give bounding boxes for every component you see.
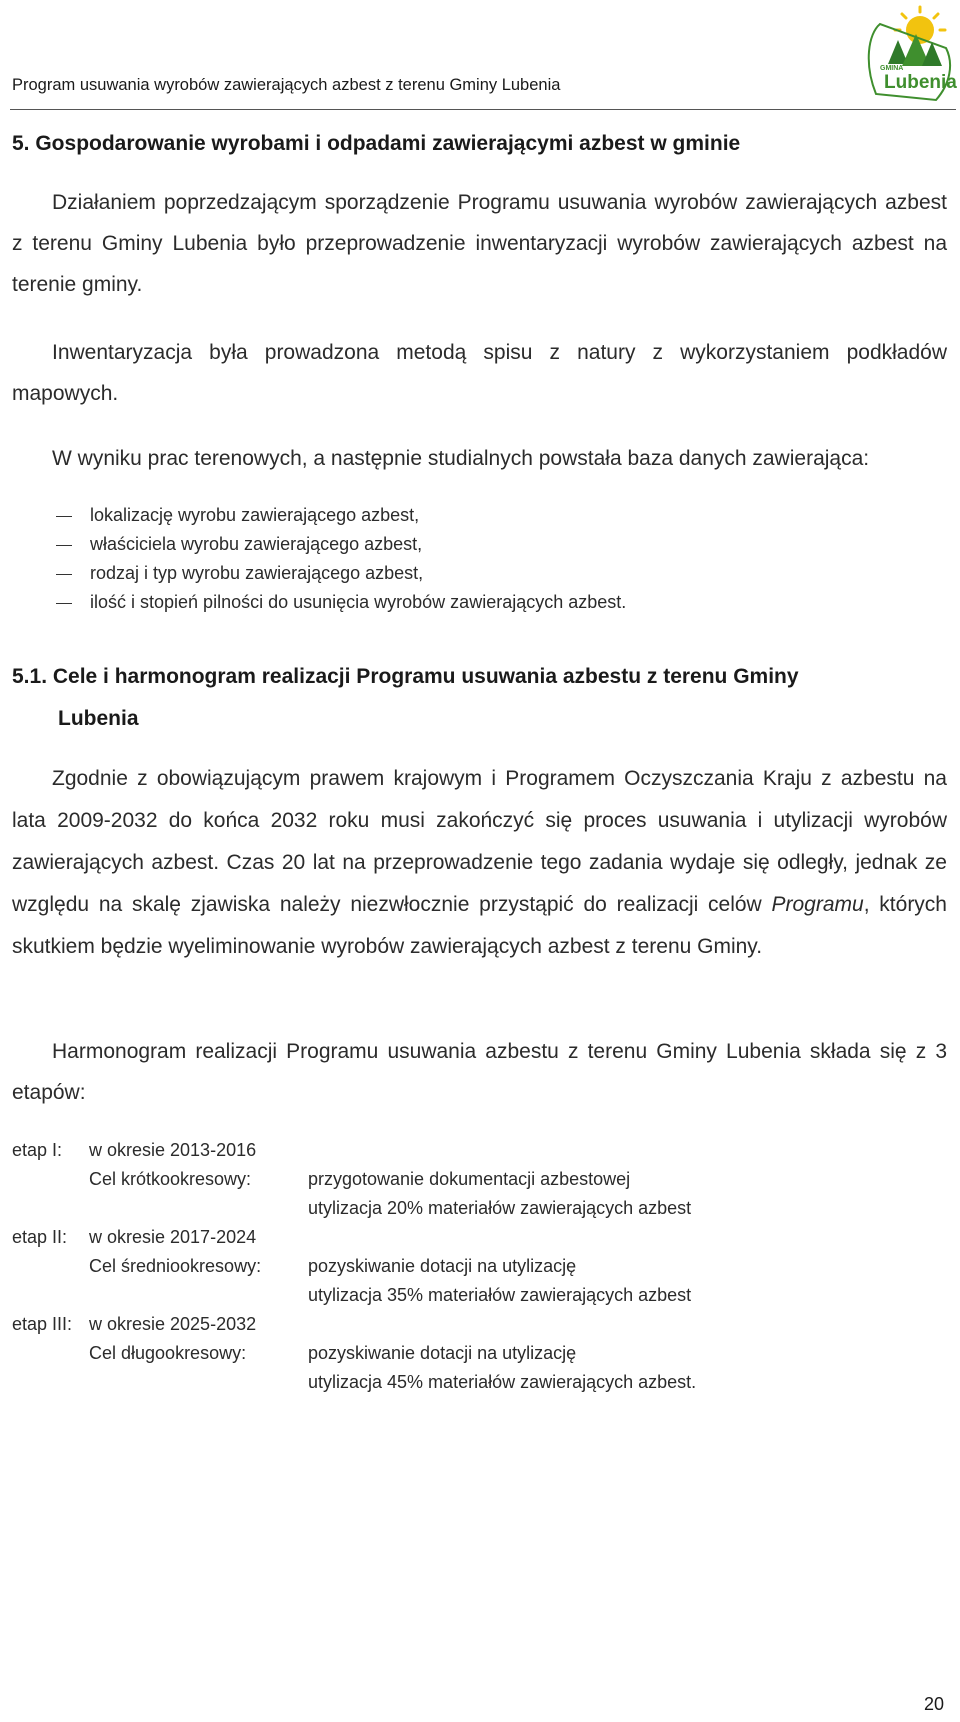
dash-bullet-icon (56, 516, 72, 517)
page-number: 20 (924, 1694, 945, 1714)
paragraph-inventory-method: Inwentaryzacja była prowadzona metodą spisu z natury z wykorzystaniem podkładów mapowych. (12, 341, 947, 405)
database-contents-list (12, 505, 912, 621)
section-heading: 5. Gospodarowanie wyrobami i odpadami zawierającymi azbest w gminie (12, 132, 741, 155)
goal-label: Cel długookresowy: (89, 1343, 247, 1363)
subsection-heading: 5.1. Cele i harmonogram realizacji Programu usuwania azbestu z terenu Gminy Lubenia (12, 665, 799, 730)
stage-label: etap III: (12, 1314, 73, 1334)
list-item: ilość i stopień pilności do usunięcia wyrobów zawierających azbest. (12, 592, 912, 621)
stage-period: w okresie 2025-2032 (89, 1314, 257, 1334)
goal-item: pozyskiwanie dotacji na utylizację (308, 1256, 577, 1276)
goal-label: Cel krótkookresowy: (89, 1169, 252, 1189)
goal-item: przygotowanie dokumentacji azbestowej (308, 1169, 631, 1189)
paragraph-database: W wyniku prac terenowych, a następnie studialnych powstała baza danych zawierająca: (52, 447, 870, 470)
goal-item: utylizacja 35% materiałów zawierających azbest (308, 1285, 692, 1305)
goal-item: utylizacja 20% materiałów zawierających azbest (308, 1198, 692, 1218)
svg-text:Lubenia: Lubenia (884, 72, 957, 93)
paragraph-schedule-intro: Harmonogram realizacji Programu usuwania azbestu z terenu Gminy Lubenia składa się z 3 etapów: (12, 1040, 947, 1104)
list-item: właściciela wyrobu zawierającego azbest, (12, 534, 912, 563)
goal-item: utylizacja 45% materiałów zawierających azbest. (308, 1372, 697, 1392)
list-item: lokalizację wyrobu zawierającego azbest, (12, 505, 912, 534)
list-item: rodzaj i typ wyrobu zawierającego azbest, (12, 563, 912, 592)
tree-icon (888, 34, 942, 66)
stage-label: etap II: (12, 1227, 68, 1247)
dash-bullet-icon (56, 574, 72, 575)
stage-label: etap I: (12, 1140, 63, 1160)
goal-item: pozyskiwanie dotacji na utylizację (308, 1343, 577, 1363)
svg-text:GMINA: GMINA (880, 65, 904, 72)
paragraph-legal-basis: Zgodnie z obowiązującym prawem krajowym i Programem Oczyszczania Kraju z azbestu na lata 2009-2032 do końca 2032 roku musi zakończyć się proces usuwania i utylizacji wyrobów zawierających azbest. Czas 20 lat na przeprowadzenie tego zadania wydaje się odległy, jednak ze względu na skalę zjawiska należy niezwłocznie przystąpić do realizacji celów Programu, których skutkiem będzie wyeliminowanie wyrobów zawierających azbest z terenu Gminy. (12, 767, 947, 958)
dash-bullet-icon (56, 603, 72, 604)
paragraph-inventory-intro: Działaniem poprzedzającym sporządzenie Programu usuwania wyrobów zawierających azbest z terenu Gminy Lubenia było przeprowadzenie inwentaryzacji wyrobów zawierających azbest na terenie gminy. (12, 191, 947, 296)
dash-bullet-icon (56, 545, 72, 546)
stage-period: w okresie 2013-2016 (89, 1140, 257, 1160)
gmina-lubenia-logo (858, 4, 958, 104)
header-title: Program usuwania wyrobów zawierających azbest z terenu Gminy Lubenia (12, 76, 561, 94)
goal-label: Cel średniookresowy: (89, 1256, 262, 1276)
header-divider (10, 109, 956, 110)
stage-period: w okresie 2017-2024 (89, 1227, 257, 1247)
